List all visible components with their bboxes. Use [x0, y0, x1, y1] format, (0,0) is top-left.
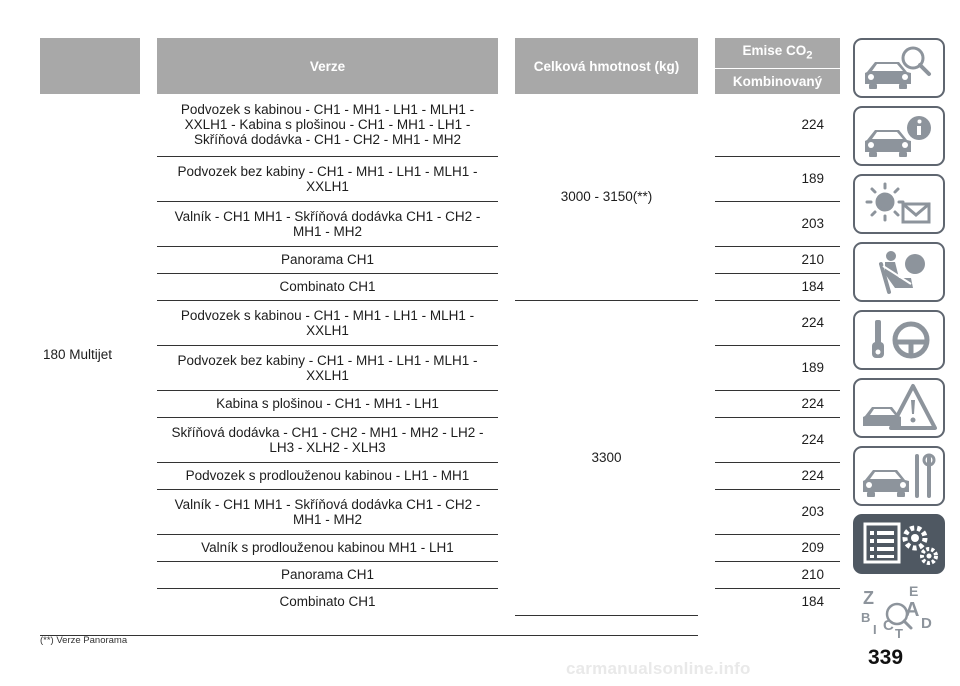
- index-letter-b: B: [861, 610, 871, 625]
- co2-cell: 224: [715, 94, 840, 156]
- tab-starting-driving[interactable]: [853, 310, 945, 370]
- chapter-tabs: [853, 38, 945, 650]
- co2-cell: 203: [715, 201, 840, 246]
- header-model-cell: [40, 38, 140, 94]
- co2-cell: 203: [715, 489, 840, 534]
- co2-cell: 224: [715, 390, 840, 417]
- key-steering-wheel-icon: [855, 312, 943, 368]
- co2-cell: 210: [715, 246, 840, 273]
- co2-cell: 209: [715, 534, 840, 561]
- tab-car-info[interactable]: [853, 106, 945, 166]
- co2-cell: 224: [715, 417, 840, 462]
- tab-safety[interactable]: [853, 242, 945, 302]
- warning-light-message-icon: [855, 176, 943, 232]
- version-cell: Valník s prodlouženou kabinou MH1 - LH1: [157, 534, 498, 561]
- header-total-weight: Celková hmotnost (kg): [515, 38, 698, 94]
- version-cell: Podvozek s prodlouženou kabinou - LH1 - MH1: [157, 462, 498, 489]
- header-combined: Kombinovaný: [715, 68, 840, 94]
- index-letter-t: T: [895, 626, 903, 638]
- version-cell: Podvozek s kabinou - CH1 - MH1 - LH1 - MLH1 - XXLH1: [157, 300, 498, 345]
- version-cell: Combinato CH1: [279, 594, 376, 610]
- emissions-table: [40, 38, 840, 636]
- airbag-seat-icon: [855, 244, 943, 300]
- index-letter-z: Z: [863, 588, 874, 608]
- tab-service[interactable]: [853, 446, 945, 506]
- tab-warning-lights[interactable]: [853, 174, 945, 234]
- watermark: carmanualsonline.info: [566, 659, 751, 678]
- index-letter-e: E: [909, 583, 919, 599]
- co2-cell: 189: [715, 156, 840, 201]
- weight-cell: 3300: [515, 300, 698, 615]
- model-name: 180 Multijet: [43, 347, 113, 362]
- car-info-icon: [855, 108, 943, 164]
- car-service-tools-icon: [855, 448, 943, 504]
- version-cell: Podvozek s kabinou - CH1 - MH1 - LH1 - MLH1 - XXLH1 - Kabina s plošinou - CH1 - MH1 - LH1 - Skříňová dodávka - CH1 - CH2 - MH1 - MH2: [157, 94, 498, 156]
- version-cell: Valník - CH1 MH1 - Skříňová dodávka CH1 - CH2 - MH1 - MH2: [157, 201, 498, 246]
- version-cell: Kabina s plošinou - CH1 - MH1 - LH1: [157, 390, 498, 417]
- co2-cell: 224: [715, 462, 840, 489]
- technical-data-gear-icon: [855, 516, 943, 572]
- tab-technical-data[interactable]: [853, 514, 945, 574]
- alphabetical-index-icon: [853, 582, 941, 638]
- co2-cell: 184: [801, 594, 824, 610]
- header-co2-subscript: 2: [806, 50, 813, 63]
- index-letter-c: C: [883, 617, 894, 634]
- index-letter-i: I: [873, 622, 877, 637]
- version-cell: Panorama CH1: [157, 561, 498, 588]
- version-cell: Podvozek bez kabiny - CH1 - MH1 - LH1 - MLH1 - XXLH1: [157, 345, 498, 390]
- index-letter-d: D: [921, 615, 932, 632]
- header-version: Verze: [157, 38, 498, 94]
- version-cell: Valník - CH1 MH1 - Skříňová dodávka CH1 - CH2 - MH1 - MH2: [157, 489, 498, 534]
- co2-cell: 210: [715, 561, 840, 588]
- version-cell: Panorama CH1: [157, 246, 498, 273]
- co2-cell: 189: [715, 345, 840, 390]
- version-cell: Podvozek bez kabiny - CH1 - MH1 - LH1 - MLH1 - XXLH1: [157, 156, 498, 201]
- index-letter-a: A: [905, 599, 920, 621]
- car-search-icon: [855, 40, 943, 96]
- tab-car-search[interactable]: [853, 38, 945, 98]
- breakdown-warning-icon: [855, 380, 943, 436]
- co2-cell: 184: [715, 273, 840, 300]
- co2-cell: 224: [715, 300, 840, 345]
- version-cell: Skříňová dodávka - CH1 - CH2 - MH1 - MH2 - LH2 - LH3 - XLH2 - XLH3: [157, 417, 498, 462]
- page-number: 339: [868, 646, 904, 669]
- header-co2-emissions: [715, 38, 840, 68]
- version-cell: Combinato CH1: [157, 273, 498, 300]
- weight-cell: 3000 - 3150(**): [515, 94, 698, 300]
- header-co2-prefix: Emise CO: [742, 43, 807, 59]
- tab-index[interactable]: [853, 582, 945, 642]
- footnote: (**) Verze Panorama: [40, 635, 128, 646]
- tab-emergency[interactable]: [853, 378, 945, 438]
